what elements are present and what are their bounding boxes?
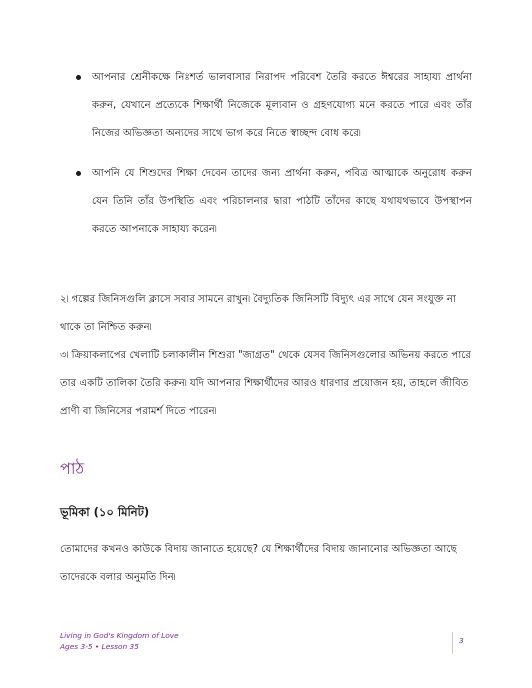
step-3-paragraph: ৩৷ ক্রিয়াকলাপের খেলাটি চলাকালীন শিশুরা "জাগ্রত" থেকে যেসব জিনিসগুলোর অভিনয় করতে পারে তার একটি তালিকা তৈরি করুন৷ যদি আপনার শিক্ষার্থীদের আরও ধারণার প্রয়োজন হয়, তাহলে জীবিত প্রাণী বা জিনিসের পরামর্শ দিতে পারেন৷ <box>60 350 471 417</box>
introduction-paragraph: তোমাদের কখনও কাউকে বিদায় জানাতে হয়েছে? যে শিক্ষার্থীদের বিদায় জানানোর অভিজ্ঞতা আছে তাদেরকে বলার অনুমতি দিন৷ <box>60 544 457 583</box>
bullet-dot-icon <box>76 75 81 80</box>
step-2-paragraph: ২৷ গল্পের জিনিসগুলি ক্লাসে সবার সামনে রাখুন৷ বৈদ্যুতিক জিনিসটি বিদ্যুৎ এর সাথে যেন সংযুক্ত না থাকে তা নিশ্চিত করুন৷ <box>60 294 456 333</box>
bullet-item-prayer-environment <box>76 64 472 148</box>
footer-age-lesson: Ages 3-5 • Lesson 35 <box>60 642 139 651</box>
footer-divider <box>452 632 453 654</box>
preparation-bullet-list <box>76 64 472 256</box>
bullet-text: আপনি যে শিশুদের শিক্ষা দেবেন তাদের জন্য প্রার্থনা করুন, পবিত্র আত্মাকে অনুরোধ করুন যেন তিনি তাঁর উপস্থিতি এবং পরিচালনার দ্বারা পাঠটি তাঁদের কাছে যথাযথভাবে উপস্থাপন করতে আপনাকে সাহায্য করেন৷ <box>92 168 472 235</box>
footer-book-title: Living in God's Kingdom of Love <box>60 631 179 640</box>
introduction-heading: ভূমিকা (১০ মিনিট) <box>60 505 150 519</box>
bullet-dot-icon <box>76 171 81 176</box>
footer-lesson-info <box>60 630 179 652</box>
page-number: 3 <box>459 636 464 645</box>
bullet-text: আপনার শ্রেনীকক্ষে নিঃশর্ত ভালবাসার নিরাপদ পরিবেশ তৈরি করতে ঈশ্বরের সাহায্য প্রার্থনা করুন, যেখানে প্রত্যেকে শিক্ষার্থী নিজেকে মূল্যবান ও গ্রহণযোগ্য মনে করতে পারে এবং তাঁর নিজের অভিজ্ঞতা অন্যদের সাথে ভাগ করে নিতে স্বাচ্ছন্দ বোধ করে৷ <box>92 72 472 139</box>
section-title-lesson: পাঠ <box>60 459 85 478</box>
bullet-item-prayer-children <box>76 160 472 244</box>
